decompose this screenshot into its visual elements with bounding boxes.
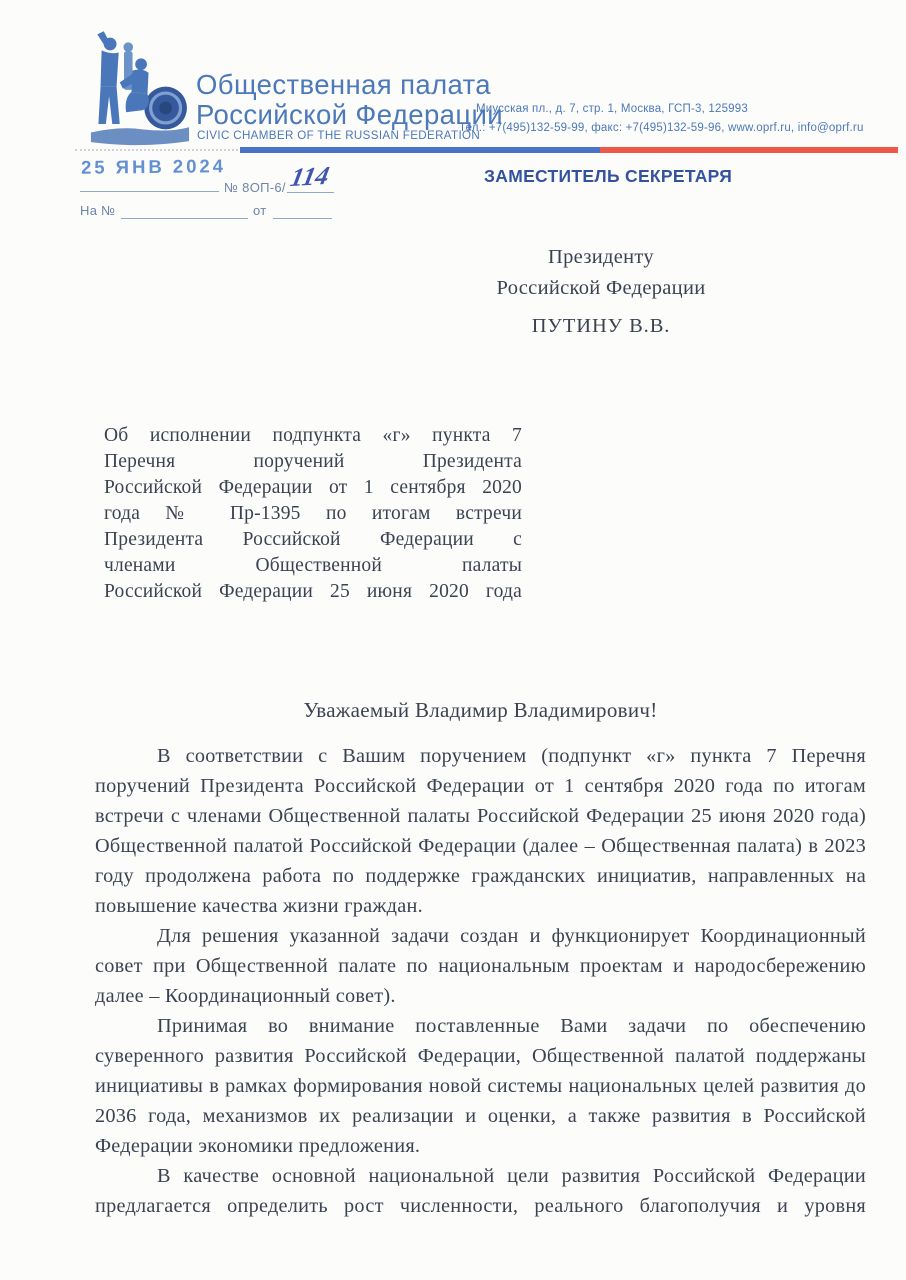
reply-to-label: На № [80, 203, 116, 218]
letter-body [95, 741, 866, 1221]
handwritten-number: 114 [288, 161, 332, 192]
body-paragraph: Для решения указанной задачи создан и функционирует Координационный совет при Общественной палате по национальным проектам и народосбережению далее – Координационный совет). [95, 925, 866, 1007]
org-address: Миусская пл., д. 7, стр. 1, Москва, ГСП-3, 125993 [476, 103, 748, 115]
reply-date-underline [273, 218, 332, 219]
date-underline [80, 191, 219, 192]
reply-date-label: от [253, 203, 267, 218]
body-paragraph: В соответствии с Вашим поручением (подпункт «г» пункта 7 Перечня поручений Президента Российской Федерации от 1 сентября 2020 года по итогам встречи с членами Общественной палаты Российской Федерации 25 июня 2020 года) Общественной палатой Российской Федерации (далее – Общественная палата) в 2023 году продолжена работа по поддержке гражданских инициатив, направленных на повышение качества жизни граждан. [95, 745, 866, 917]
subject-line: Об исполнении подпункта «г» пункта 7 [104, 425, 522, 446]
date-stamp: 25 ЯНВ 2024 [80, 155, 227, 178]
org-name-english: CIVIC CHAMBER OF THE RUSSIAN FEDERATION [197, 129, 481, 142]
org-name-russian [196, 70, 503, 129]
subject-line: Российской Федерации от 1 сентября 2020 [104, 477, 522, 498]
subject-line: членами Общественной палаты [104, 555, 522, 576]
addressee-block [440, 242, 762, 342]
body-paragraph: В качестве основной национальной цели развития Российской Федерации предлагается определить рост численности, реального благополучия и уровня [95, 1165, 866, 1217]
subject-line: Российской Федерации 25 июня 2020 года [104, 581, 522, 602]
subject-line: года № Пр-1395 по итогам встречи [104, 503, 522, 524]
outgoing-number-label: № 8ОП-6/ [224, 180, 286, 195]
civic-chamber-emblem-icon [76, 26, 204, 158]
addressee-name: ПУТИНУ В.В. [531, 315, 671, 337]
dotted-divider [75, 149, 238, 151]
subject-line: Президента Российской Федерации с [104, 529, 522, 550]
subject-line: Перечня поручений Президента [104, 451, 522, 472]
sender-title: ЗАМЕСТИТЕЛЬ СЕКРЕТАРЯ [484, 166, 733, 186]
body-paragraph: Принимая во внимание поставленные Вами задачи по обеспечению суверенного развития Российской Федерации, Общественной палатой поддержаны инициативы в рамках формирования новой системы национальных целей развития до 2036 года, механизмов их реализации и оценки, а также развития в Российской Федерации экономики предложения. [95, 1015, 866, 1157]
org-name-line1: Общественная палата [196, 69, 491, 100]
addressee-line2: Российской Федерации [496, 277, 706, 299]
salutation: Уважаемый Владимир Владимирович! [303, 698, 658, 722]
divider-bar-red [600, 147, 898, 153]
org-name-line2: Российской Федерации [196, 98, 504, 130]
divider-bar-blue [240, 147, 600, 153]
reply-number-underline [121, 218, 248, 219]
addressee-line1: Президенту [548, 246, 654, 268]
subject-block [104, 423, 522, 605]
number-underline [287, 192, 334, 193]
org-contacts: Тел.: +7(495)132-59-99, факс: +7(495)132-59-96, www.oprf.ru, info@oprf.ru [459, 122, 864, 134]
